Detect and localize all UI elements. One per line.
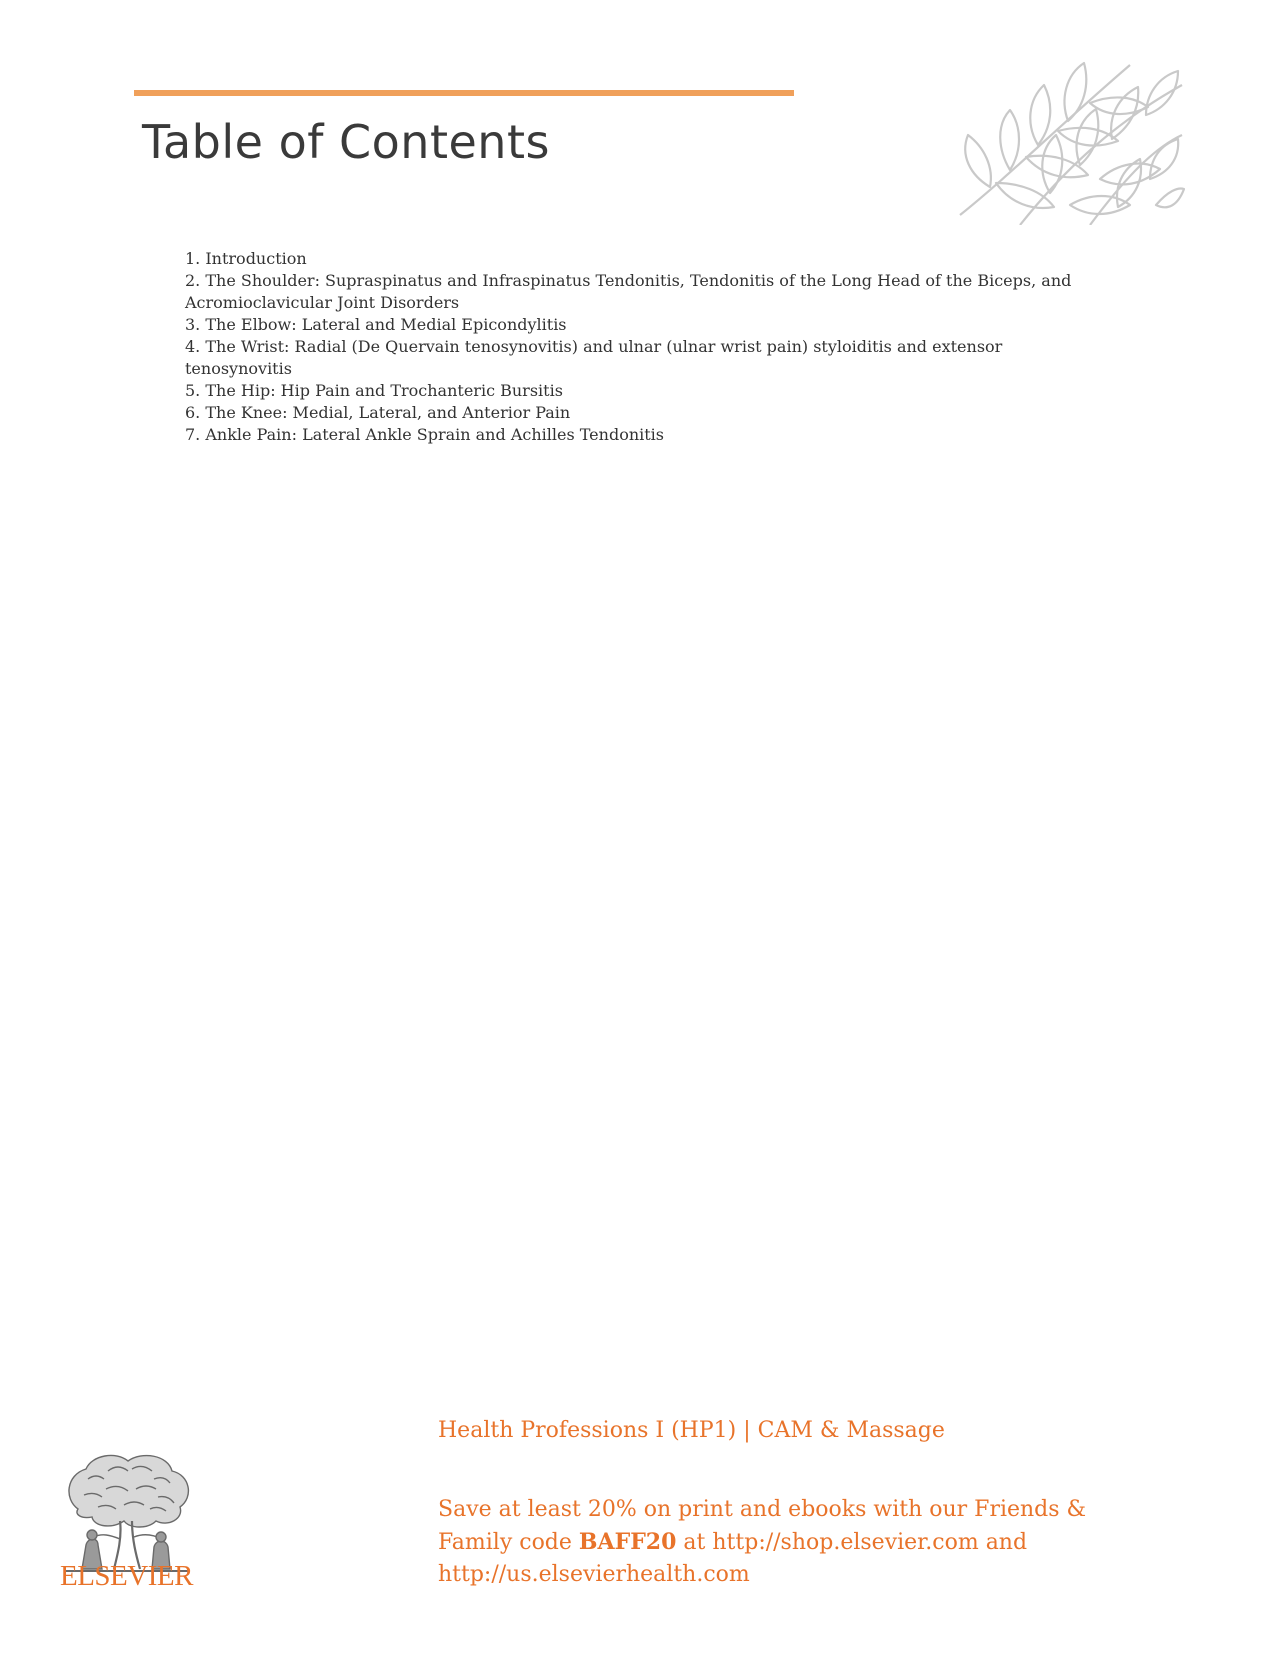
table-of-contents-list <box>185 248 1085 446</box>
page-title: Table of Contents <box>142 115 550 169</box>
promo-text-after: at http://shop.elsevier.com and http://us.elsevierhealth.com <box>438 1530 1028 1587</box>
leaf-branches-icon <box>950 55 1185 225</box>
toc-item-shoulder: 2. The Shoulder: Supraspinatus and Infraspinatus Tendonitis, Tendonitis of the Long Head of the Biceps, and Acromioclavicular Joint Disorders <box>185 271 1072 312</box>
footer-promo-text <box>438 1494 1158 1591</box>
elsevier-logo-text: ELSEVIER <box>60 1560 193 1592</box>
toc-item-wrist: 4. The Wrist: Radial (De Quervain tenosynovitis) and ulnar (ulnar wrist pain) styloiditis and extensor tenosynovitis <box>185 337 1003 378</box>
footer-heading: Health Professions I (HP1) | CAM & Massage <box>438 1418 945 1443</box>
toc-item-knee: 6. The Knee: Medial, Lateral, and Anterior Pain <box>185 403 571 422</box>
toc-item-elbow: 3. The Elbow: Lateral and Medial Epicondylitis <box>185 315 567 334</box>
promo-text-before: Save at least 20% on print and ebooks with our Friends & Family code <box>438 1497 1087 1555</box>
promo-code: BAFF20 <box>578 1529 677 1555</box>
toc-item-hip: 5. The Hip: Hip Pain and Trochanteric Bursitis <box>185 381 563 400</box>
header-accent-rule <box>134 90 794 96</box>
toc-item-introduction: 1. Introduction <box>185 249 307 268</box>
toc-item-ankle: 7. Ankle Pain: Lateral Ankle Sprain and Achilles Tendonitis <box>185 425 665 444</box>
